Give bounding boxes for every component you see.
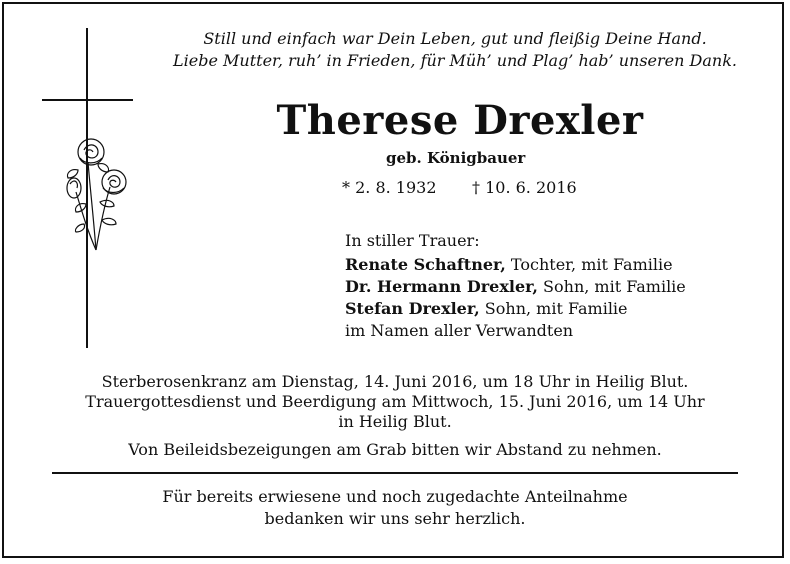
funeral-info: Trauergottesdienst und Beerdigung am Mittwoch, 15. Juni 2016, um 14 Uhr [85, 392, 705, 411]
deceased-name: Therese Drexler [276, 97, 644, 144]
death-date: † 10. 6. 2016 [472, 178, 577, 197]
mourner-line [345, 254, 673, 276]
mourner-relation: Sohn, mit Familie [537, 277, 686, 296]
mourner-name: Renate Schaftner, [345, 255, 506, 274]
mourner-name: Stefan Drexler, [345, 299, 480, 318]
roses-icon [58, 132, 138, 252]
rosary-info: Sterberosenkranz am Dienstag, 14. Juni 2016, um 18 Uhr in Heilig Blut. [101, 372, 689, 391]
funeral-location: in Heilig Blut. [338, 412, 452, 431]
condolence-note: Von Beileidsbezeigungen am Grab bitten wir Abstand zu nehmen. [128, 440, 662, 459]
mourner-relation: Sohn, mit Familie [479, 299, 628, 318]
divider [52, 472, 738, 474]
verse-line-2: Liebe Mutter, ruh’ in Frieden, für Müh’ und Plag’ hab’ unseren Dank. [173, 51, 737, 70]
mourner-line [345, 276, 686, 298]
mourners-intro: In stiller Trauer: [345, 231, 480, 250]
thanks-line-1: Für bereits erwiesene und noch zugedachte Anteilnahme [162, 487, 628, 506]
mourners-closing: im Namen aller Verwandten [345, 321, 574, 340]
mourner-line [345, 298, 628, 320]
verse-line-1: Still und einfach war Dein Leben, gut und fleißig Deine Hand. [203, 29, 707, 48]
mourner-name: Dr. Hermann Drexler, [345, 277, 538, 296]
thanks-line-2: bedanken wir uns sehr herzlich. [264, 509, 526, 528]
birth-date: * 2. 8. 1932 [342, 178, 437, 197]
maiden-name: geb. Königbauer [386, 149, 526, 167]
mourner-relation: Tochter, mit Familie [505, 255, 673, 274]
